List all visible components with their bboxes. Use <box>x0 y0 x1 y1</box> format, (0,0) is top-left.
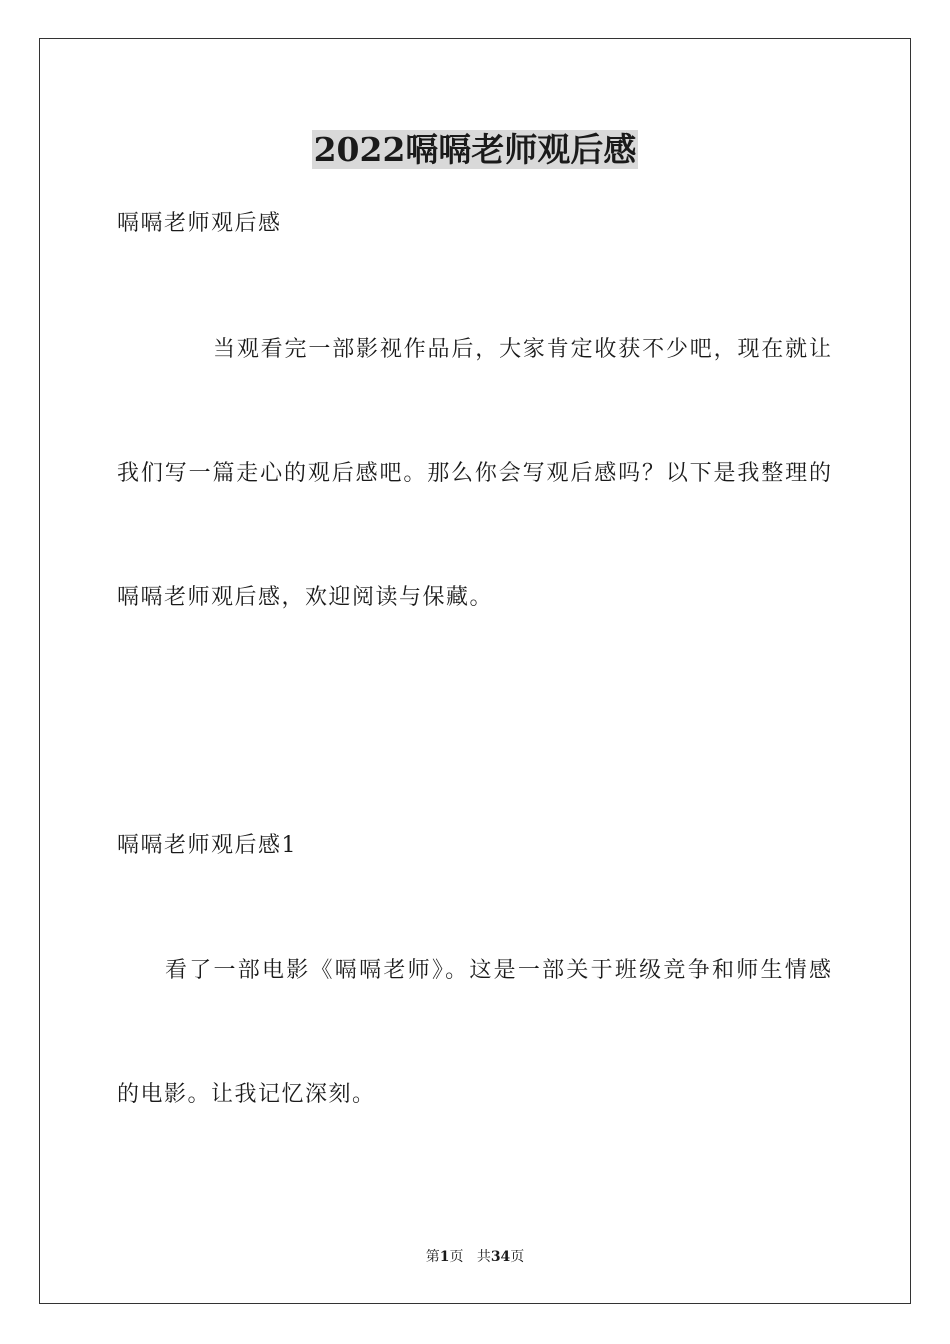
document-title <box>0 128 950 172</box>
footer-page-prefix: 第 <box>425 1249 440 1265</box>
footer-page-number: 1 <box>439 1249 450 1265</box>
section-line-1: 看了一部电影《嗝嗝老师》。这是一部关于班级竞争和师生情感 <box>165 958 831 983</box>
heading: 嗝嗝老师观后感 <box>117 211 282 236</box>
intro-line-1: 当观看完一部影视作品后，大家肯定收获不少吧，现在就让 <box>213 337 831 362</box>
footer-total-prefix: 共 <box>476 1249 491 1265</box>
document-title-text: 2022嗝嗝老师观后感 <box>313 130 637 169</box>
page-footer <box>0 1247 950 1267</box>
section-line-2: 的电影。让我记忆深刻。 <box>117 1082 376 1107</box>
footer-total-suffix: 页 <box>510 1249 525 1265</box>
intro-line-3: 嗝嗝老师观后感，欢迎阅读与保藏。 <box>117 585 494 610</box>
footer-page-suffix: 页 <box>449 1249 464 1265</box>
section-heading: 嗝嗝老师观后感1 <box>117 833 297 858</box>
footer-total-pages: 34 <box>490 1249 511 1265</box>
intro-line-2: 我们写一篇走心的观后感吧。那么你会写观后感吗？以下是我整理的 <box>117 461 831 486</box>
